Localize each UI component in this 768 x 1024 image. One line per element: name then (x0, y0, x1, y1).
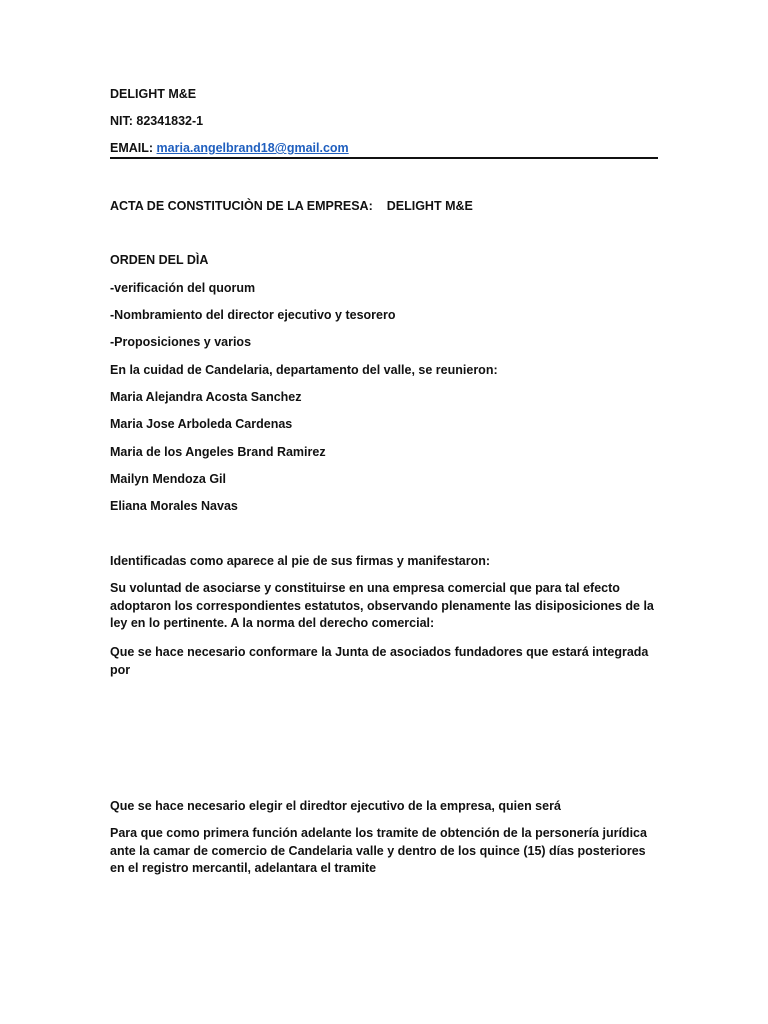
act-title-line (110, 198, 473, 215)
agenda-item: -verificación del quorum (110, 281, 256, 295)
agenda-item: -Nombramiento del director ejecutivo y tesorero (110, 308, 396, 322)
member-name: Mailyn Mendoza Gil (110, 472, 226, 486)
header-divider (110, 157, 658, 159)
act-title: ACTA DE CONSTITUCIÒN DE LA EMPRESA: (110, 199, 373, 213)
email-label: EMAIL: (110, 141, 154, 155)
junta-paragraph: Que se hace necesario conformare la Junta de asociados fundadores que estará integrada por (110, 645, 649, 677)
director-paragraph: Que se hace necesario elegir el diredtor ejecutivo de la empresa, quien será (110, 799, 561, 813)
nit-line: NIT: 82341832-1 (110, 114, 204, 128)
email-link[interactable]: maria.angelbrand18@gmail.com (156, 141, 349, 155)
member-name: Eliana Morales Navas (110, 499, 238, 513)
function-paragraph: Para que como primera función adelante los tramite de obtención de la personería jurídica ante la camar de comercio de Candelaria valle y dentro de los quince (15) días posteriores en el registro mercantil, adelantara el tramite (110, 826, 647, 875)
email-line (110, 140, 349, 157)
member-name: Maria Jose Arboleda Cardenas (110, 417, 293, 431)
member-name: Maria Alejandra Acosta Sanchez (110, 390, 302, 404)
agenda-heading: ORDEN DEL DÌA (110, 253, 209, 267)
member-name: Maria de los Angeles Brand Ramirez (110, 445, 326, 459)
company-name: DELIGHT M&E (110, 87, 197, 101)
will-paragraph: Su voluntad de asociarse y constituirse en una empresa comercial que para tal efecto adoptaron los correspondientes estatutos, observando plenamente las disiposiciones de la ley en lo pertinente. A la norma del derecho comercial: (110, 581, 654, 630)
agenda-item: -Proposiciones y varios (110, 335, 252, 349)
meeting-intro: En la cuidad de Candelaria, departamento del valle, se reunieron: (110, 363, 498, 377)
identified-paragraph: Identificadas como aparece al pie de sus firmas y manifestaron: (110, 554, 490, 568)
act-company: DELIGHT M&E (386, 199, 473, 213)
